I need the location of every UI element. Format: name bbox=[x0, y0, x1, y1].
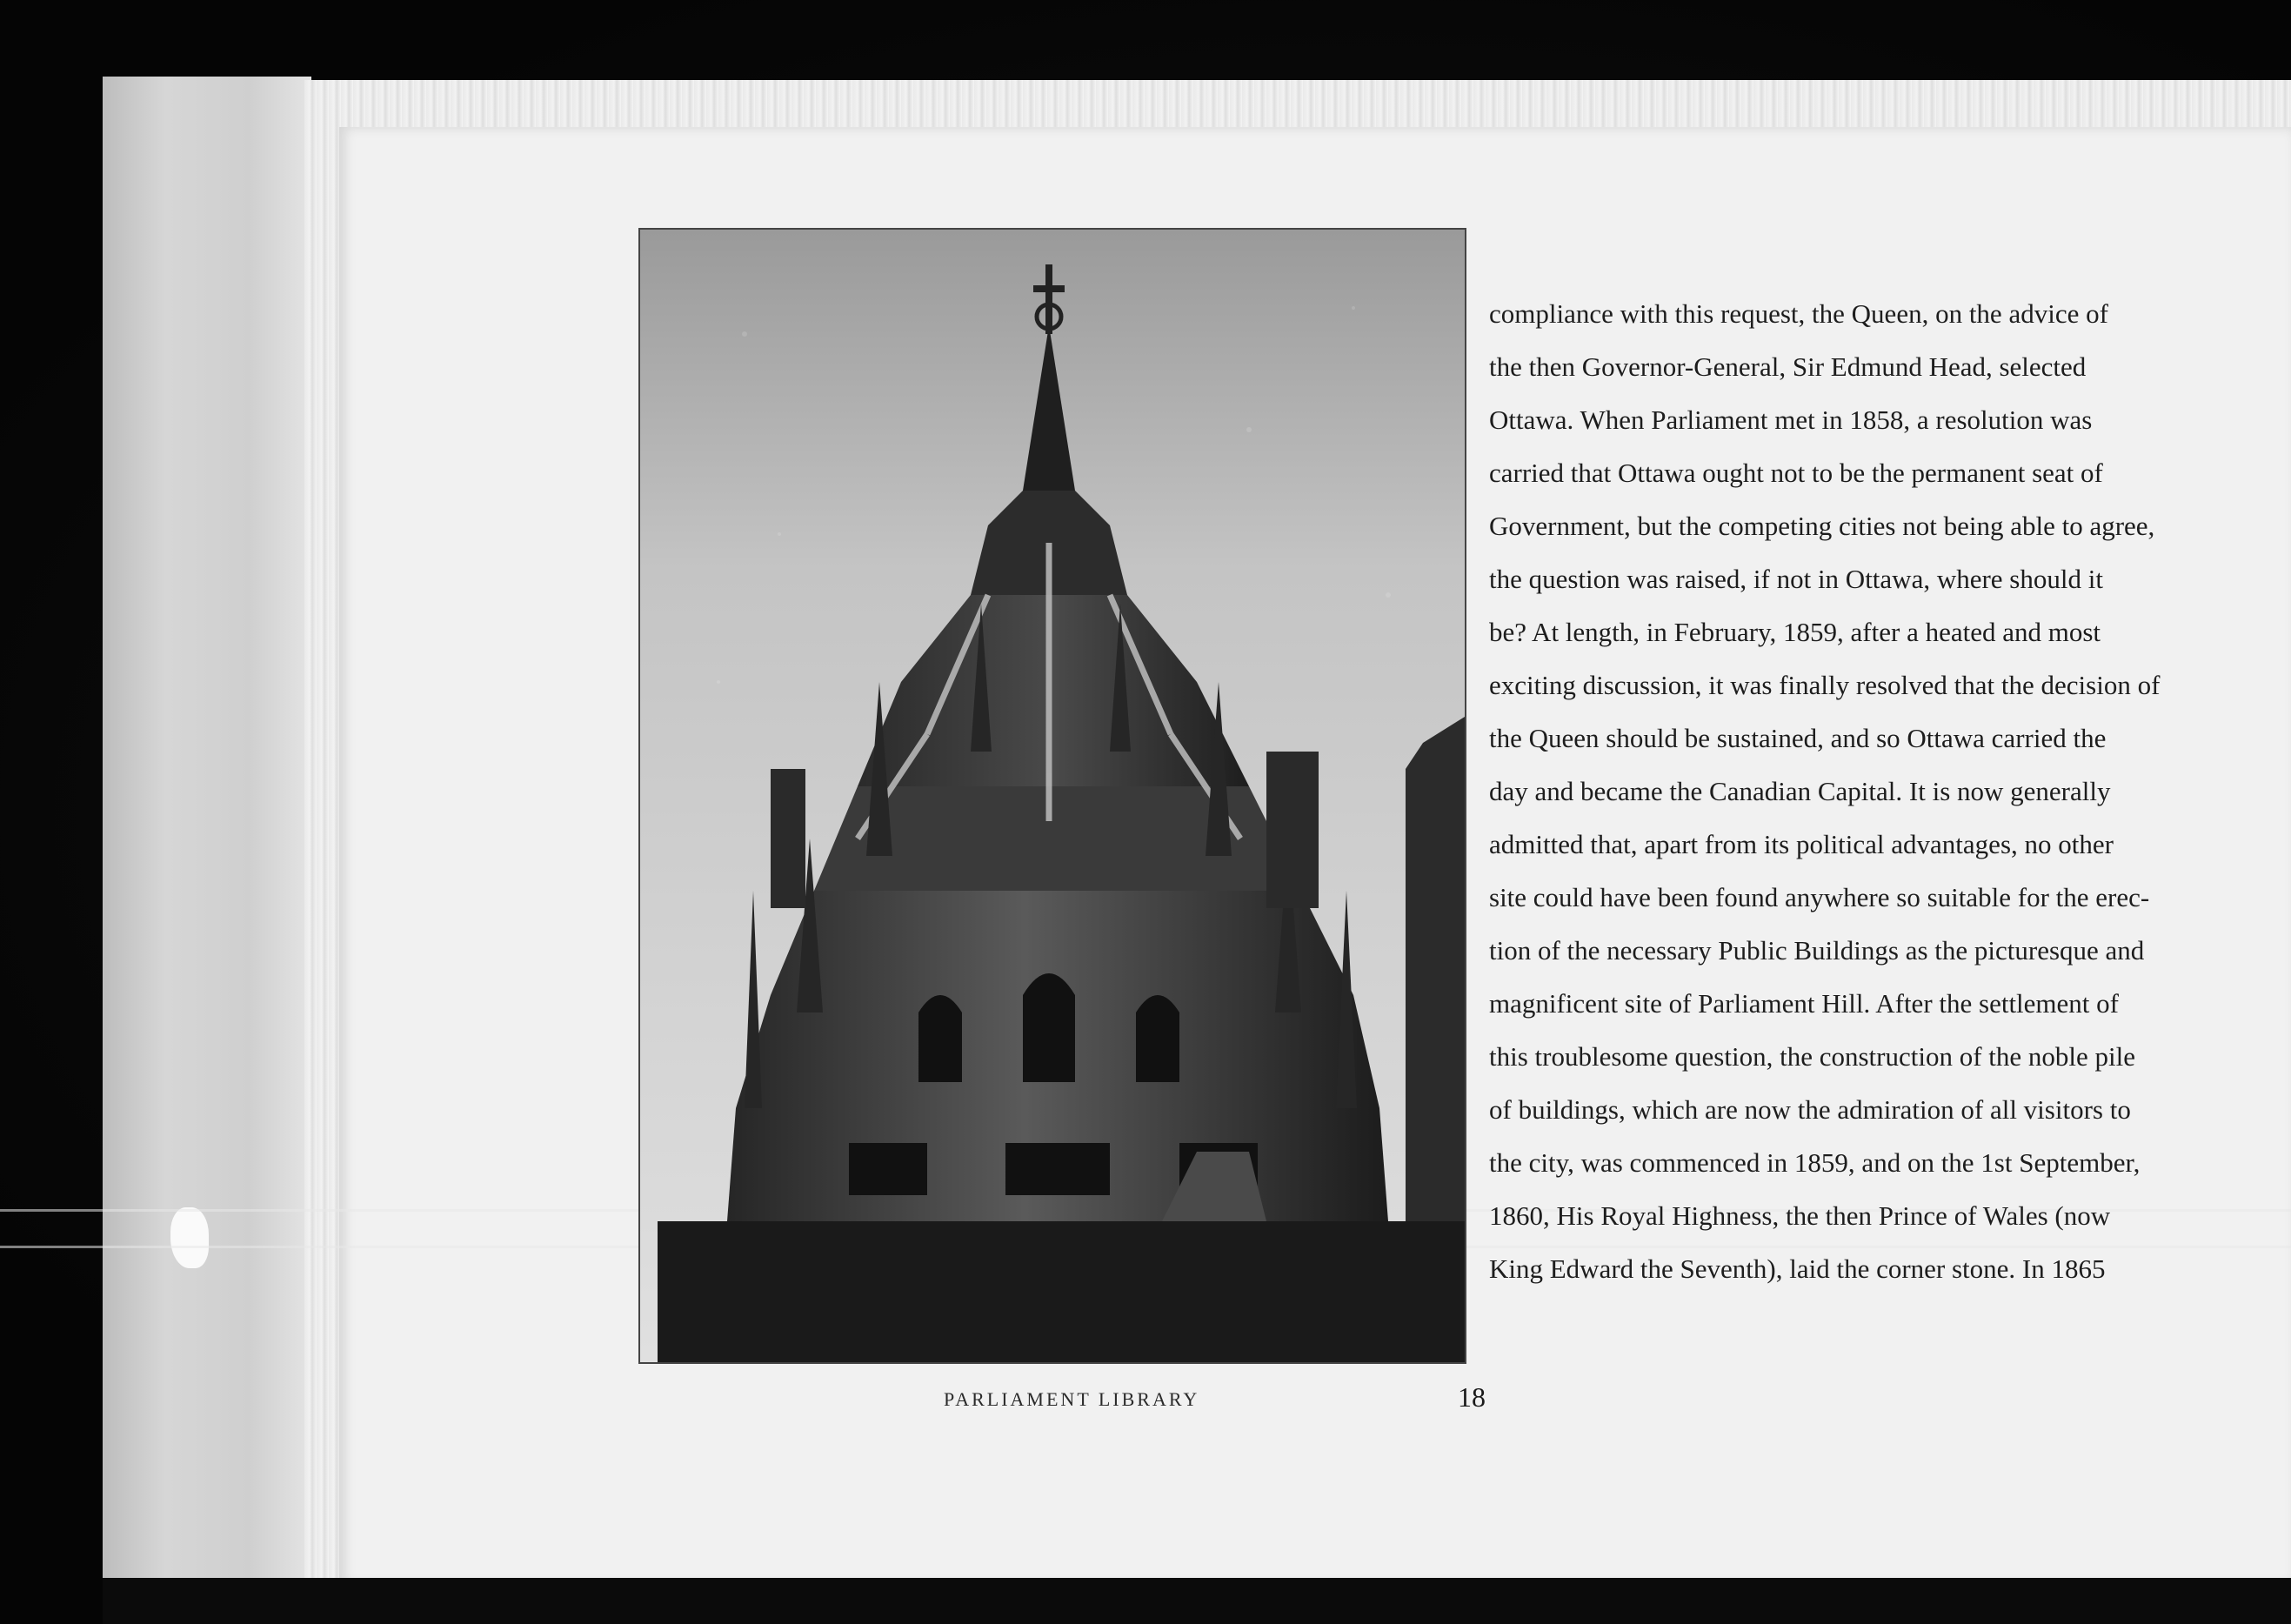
text-line: this troublesome question, the construction of the noble pile bbox=[1489, 1041, 2136, 1072]
film-blemish bbox=[170, 1207, 209, 1268]
text-line: admitted that, apart from its political advantages, no other bbox=[1489, 829, 2114, 859]
text-line: tion of the necessary Public Buildings as the picturesque and bbox=[1489, 935, 2145, 966]
text-line: the question was raised, if not in Ottawa, where should it bbox=[1489, 564, 2103, 594]
text-line: Ottawa. When Parliament met in 1858, a resolution was bbox=[1489, 404, 2093, 435]
text-line: King Edward the Seventh), laid the corner stone. In 1865 bbox=[1489, 1253, 2106, 1284]
text-line: the then Governor-General, Sir Edmund Head, selected bbox=[1489, 351, 2087, 382]
photo-caption: PARLIAMENT LIBRARY bbox=[944, 1388, 1200, 1410]
text-line: of buildings, which are now the admiration of all visitors to bbox=[1489, 1094, 2131, 1125]
book-cover-edge bbox=[103, 77, 311, 1580]
text-line: magnificent site of Parliament Hill. After the settlement of bbox=[1489, 988, 2119, 1019]
text-line: Government, but the competing cities not being able to agree, bbox=[1489, 511, 2155, 541]
film-bottom-band bbox=[103, 1578, 2291, 1624]
text-line: compliance with this request, the Queen, on the advice of bbox=[1489, 298, 2108, 329]
page-number: 18 bbox=[1458, 1381, 1486, 1413]
text-line: 1860, His Royal Highness, the then Prince of Wales (now bbox=[1489, 1200, 2111, 1231]
library-photograph bbox=[638, 228, 1466, 1364]
text-line: day and became the Canadian Capital. It is now generally bbox=[1489, 776, 2111, 806]
text-line: site could have been found anywhere so suitable for the erec- bbox=[1489, 882, 2150, 912]
text-line: exciting discussion, it was finally resolved that the decision of bbox=[1489, 670, 2161, 700]
text-line: the city, was commenced in 1859, and on the 1st September, bbox=[1489, 1147, 2141, 1178]
text-line: carried that Ottawa ought not to be the permanent seat of bbox=[1489, 458, 2103, 488]
text-line: the Queen should be sustained, and so Ottawa carried the bbox=[1489, 723, 2107, 753]
library-building-illustration bbox=[640, 230, 1465, 1362]
text-line: be? At length, in February, 1859, after a heated and most bbox=[1489, 617, 2101, 647]
body-text-column bbox=[1489, 287, 2291, 1295]
